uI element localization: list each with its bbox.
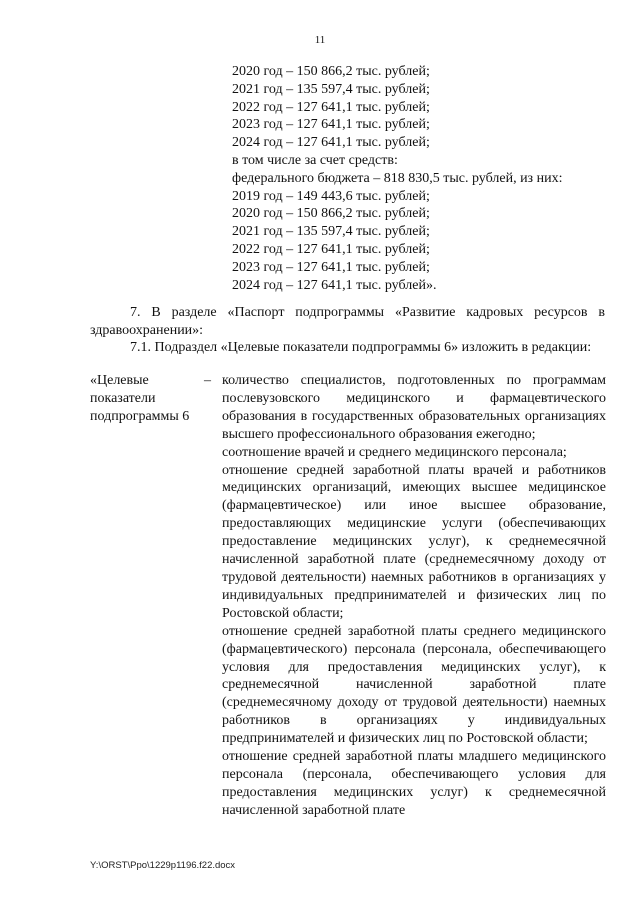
page-number: 11 <box>314 34 326 46</box>
list-line: 2019 год – 149 443,6 тыс. рублей; <box>232 188 430 204</box>
list-line: 2024 год – 127 641,1 тыс. рублей; <box>232 135 430 151</box>
indicator-item: соотношение врачей и среднего медицинского персонала; <box>222 444 567 460</box>
list-line: 2022 год – 127 641,1 тыс. рублей; <box>232 99 430 115</box>
paragraph-7-text: 7. В разделе «Паспорт подпрограммы «Развитие кадровых ресурсов в здравоохранении»: <box>90 305 605 338</box>
list-line: 2021 год – 135 597,4 тыс. рублей; <box>232 81 430 97</box>
indicator-item: количество специалистов, подготовленных по программам послевузовского медицинского и фармацевтического образования в государственных образовательных организациях высшего профессионального образования ежегодно; <box>222 373 606 442</box>
list-line: 2023 год – 127 641,1 тыс. рублей; <box>232 259 430 275</box>
list-line: 2024 год – 127 641,1 тыс. рублей». <box>232 277 437 293</box>
indicators-label: «Целевые показатели подпрограммы 6 <box>90 373 190 424</box>
list-line: 2023 год – 127 641,1 тыс. рублей; <box>232 117 430 133</box>
list-line: 2022 год – 127 641,1 тыс. рублей; <box>232 241 430 257</box>
paragraph-7-1-text: 7.1. Подраздел «Целевые показатели подпрограммы 6» изложить в редакции: <box>130 340 592 355</box>
list-line: 2020 год – 150 866,2 тыс. рублей; <box>232 206 430 222</box>
indicator-item: отношение средней заработной платы младшего медицинского персонала (персонала, обеспечивающего условия для предоставления медицинских услуг) к среднемесячной начисленной заработной плате <box>222 749 606 818</box>
paragraph-7 <box>90 304 605 340</box>
indicators-list <box>222 372 606 820</box>
paragraph-7-1 <box>90 339 605 357</box>
funding-year-list <box>232 63 562 294</box>
label-dash: – <box>204 373 211 388</box>
indicator-item: отношение средней заработной платы среднего медицинского (фармацевтического) персонала (персонала, обеспечивающего условия для предоставления медицинских услуг), к среднемесячной начисленной заработной плате (среднемесячному доходу от трудовой деятельности) наемных работников в организациях у индивидуальных предпринимателей и физических лиц по Ростовской области; <box>222 623 606 747</box>
file-path-footer: Y:\ORST\Ppo\1229p1196.f22.docx <box>90 860 236 871</box>
list-line: 2020 год – 150 866,2 тыс. рублей; <box>232 64 430 79</box>
indicator-item: отношение средней заработной платы врачей и работников медицинских организаций, имеющих высшее медицинское (фармацевтическое) или иное высшее образование, предоставляющих медицинские услуги (обеспечивающих предоставление медицинских услуг), к среднемесячной начисленной заработной плате (среднемесячному доходу от трудовой деятельности) наемных работников в организациях у индивидуальных предпринимателей и физических лиц по Ростовской области; <box>222 462 606 621</box>
list-line: в том числе за счет средств: <box>232 152 398 168</box>
list-line: федерального бюджета – 818 830,5 тыс. рублей, из них: <box>232 170 563 186</box>
list-line: 2021 год – 135 597,4 тыс. рублей; <box>232 224 430 240</box>
